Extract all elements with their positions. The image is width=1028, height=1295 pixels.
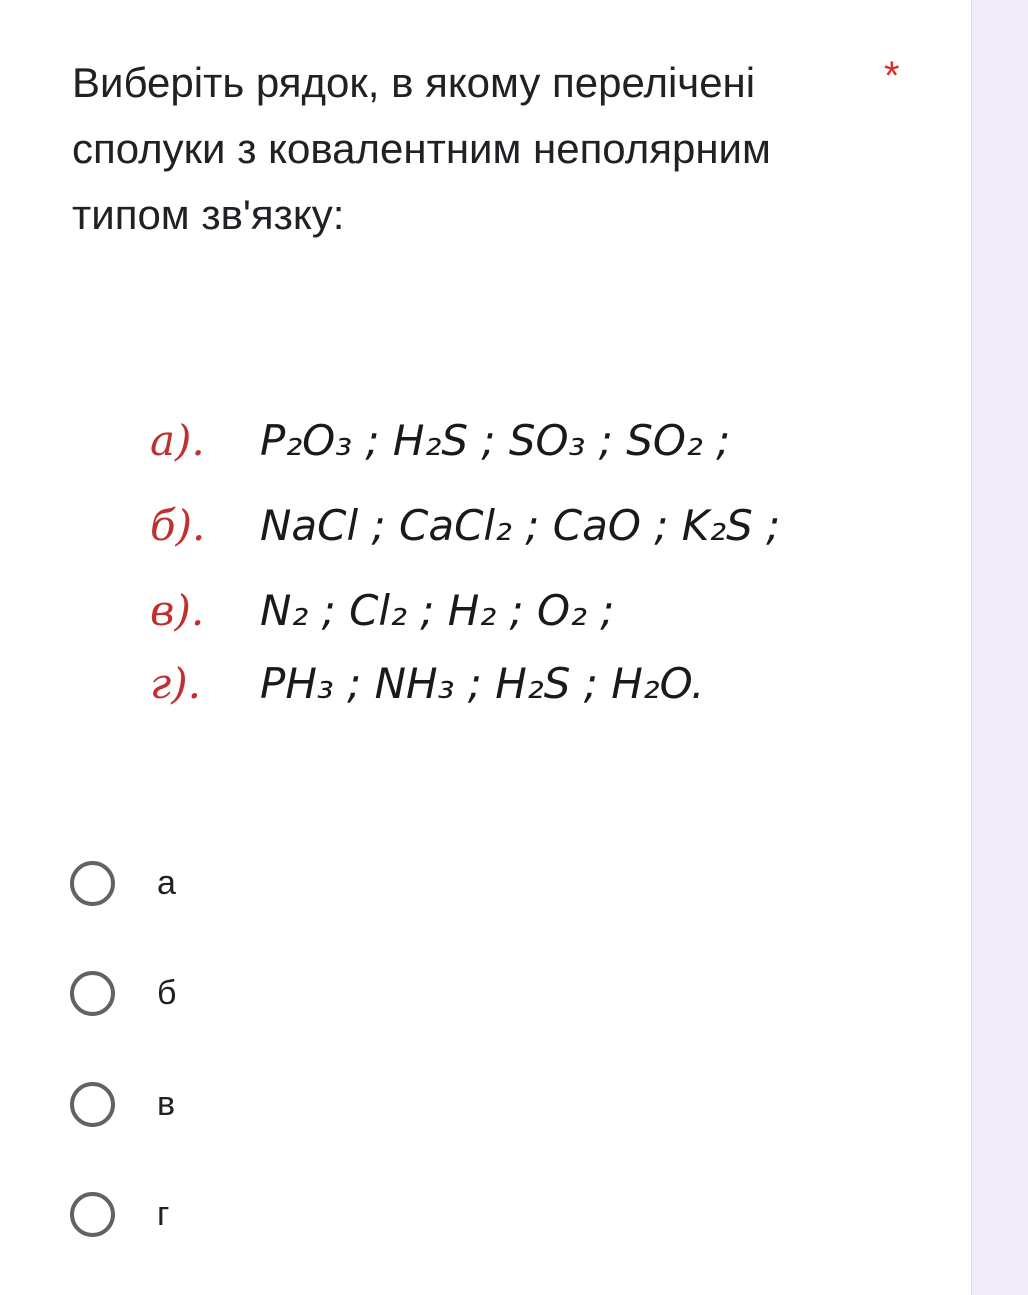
radio-button[interactable] bbox=[70, 971, 115, 1016]
option-a[interactable] bbox=[70, 853, 176, 913]
required-marker: * bbox=[884, 54, 900, 98]
image-row-formulas: P₂O₃ ; H₂S ; SO₃ ; SO₂ ; bbox=[260, 416, 731, 465]
image-row-label: в). bbox=[150, 586, 205, 635]
question-image bbox=[140, 380, 860, 740]
option-label: а bbox=[157, 863, 176, 902]
image-row-label: б). bbox=[150, 501, 206, 550]
question-title: Виберіть рядок, в якому перелічені сполуки з ковалентним неполярним типом зв'язку: bbox=[72, 59, 771, 238]
image-row-label: а). bbox=[150, 416, 205, 465]
image-row-formulas: N₂ ; Cl₂ ; H₂ ; O₂ ; bbox=[260, 586, 615, 635]
image-row-label: г). bbox=[150, 659, 201, 708]
option-label: б bbox=[157, 973, 177, 1012]
option-label: в bbox=[157, 1084, 176, 1123]
option-b[interactable] bbox=[70, 963, 176, 1023]
radio-button[interactable] bbox=[70, 1082, 115, 1127]
image-row-formulas: PH₃ ; NH₃ ; H₂S ; H₂O. bbox=[260, 659, 705, 708]
option-g[interactable] bbox=[70, 1184, 169, 1244]
option-label: г bbox=[157, 1194, 170, 1233]
image-row-formulas: NaCl ; CaCl₂ ; CaO ; K₂S ; bbox=[260, 501, 781, 550]
radio-button[interactable] bbox=[70, 861, 115, 906]
option-v[interactable] bbox=[70, 1074, 175, 1134]
radio-button[interactable] bbox=[70, 1192, 115, 1237]
